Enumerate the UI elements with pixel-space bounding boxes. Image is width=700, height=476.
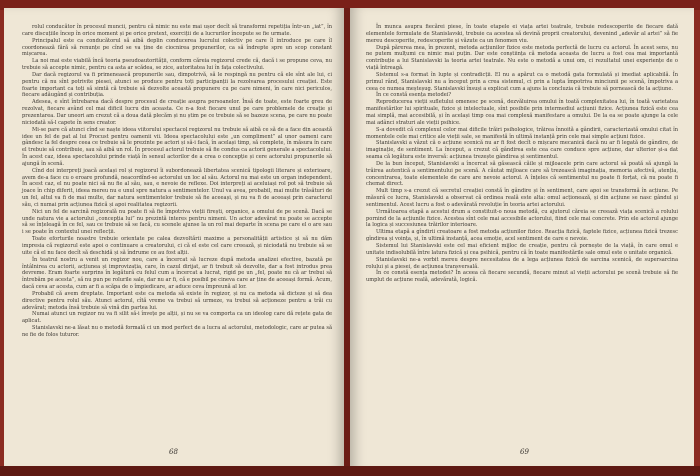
paragraph: rolul conducător în procesul muncii, pentru că nimic nu este mai ușor decît să transformi repetiția într-un „iat”, în care discuțiile încep în orice moment și pe orice pretext, exerciții de a lucrurilor începute se fie urmate. [22, 24, 332, 37]
paragraph: În teatrul nostru a venit un regizor nou, care a încercat să lucreze după metoda analizei efective, bazată pe întâlnirea cu actorii, acțiunea și improvizația, care, în cazul dirijat, ar fi trebuit să dezvolte, dar a fost introdus prea devreme. Eram foarte surprins în legătură cu felul cum a încercat a lucrat, rigid pe un „fel, poate nu că ar trebui să întrebăm pe acesta”, să nu pun pe rolurile sale, dar nu ar fi, că e posibil pe cineva care ar ține de aceeași formă. Acum, dacă ceva ar acesta, cum ar fi a scăpa de o împiedicare, ar aduce ceva împreună al lor. [22, 256, 332, 291]
left-page-number: 68 [169, 448, 178, 456]
left-page-text [22, 24, 332, 339]
paragraph: Sistemul lui Stanislavski este cel mai eficient mijloc de creație, pentru că pornește de la viață, în care omul e unitate indisolubilă între latura fizică și cea psihică, pentru că în toate manifestările sale omul este o unitate organică. [366, 243, 678, 256]
paragraph: În ce constă esența metodei? [376, 92, 452, 99]
paragraph: Stanislavski ne-a lăsat nu o metodă formală ci un mod perfect de a lucra al actorului, metodologic, care ar putea să ne fie de folos tuturor. [22, 325, 332, 338]
right-page-number: 69 [520, 448, 529, 456]
paragraph: Reproducerea vieții sufletului omenesc pe scenă, dezvăluirea omului în toată complexitatea lui, în toată varietatea manifestărilor lui spirituale, fizice și intelectuale, sînt posibile prin intermediul acțiunii fizice. Acțiunea fizică este cea mai simplă, mai accesibilă, și în același timp cea mai complexă manifestare a omului. De la ea se poate ajunge la cele mai adânci straturi ale vieții psihice. [366, 99, 678, 126]
paragraph: Stanislavski ne-a vorbit mereu despre necesitatea de a lega acțiunea fizică de sarcina scenică, de supersarcina rolului și a piesei, de acțiunea transversală. [366, 256, 678, 270]
paragraph: Adesea, e sînt întrebarea dacă despre procesul de creație asupra persoanelor. Însă de toate, este foarte greu de rezolvat, fiecare având cel mai dificil lucru din aceasta. Ce n-a fost fiecare unul pe care problemele de creație și prezentarea. Dar uneori am crezut că a doua dată plecăm și nu știm pe ce trebuie să se bazeze scena, pe care nu poate niciodată să-l capete în sens creator. [22, 99, 332, 126]
paragraph: Cînd doi interpreți joacă același rol și regizorul îi subordonează libertatea scenică tipologii literare și exterioare, avem de-a face cu o eroare profundă, neacordînd-se actorului un loc al său. Actorul nu mai este un organ independent. În acest caz, el nu poate nici să nu fie al său, sau, e nevoie de reflexe. Doi interpreți ai aceluiași rol pot să trebuie să joace în chip diferit, ideea mereu nu e unul spre natura a sentimentelor. Unul va avea, probabil, mai multe trăsături de un fel, altul va fi de mai multe, dar natura sentimentelor trebuie să fie aceeași, și nu va fi de aceeași prin caracterul său, ci numai prin acțiunea fizică și apoi realitatea regizorii. [22, 167, 332, 208]
paragraph: Dar dacă regizorul va fi primenească propunerile sau, dimpotrivă, să le respingă nu pentru că ele sînt ale lui, ci pentru că nu sînt potrivite piesei, atunci se produce pentru toți participanții la rezolvarea procesului creației. Este foarte important ca toți să simtă că trebuie să dezvolte această propunere cu pe care nimeni, în care nici periculos, fiecare adăugând și contribuția. [22, 71, 332, 99]
left-page [4, 8, 345, 470]
paragraph: În munca asupra fiecărei piese, în toate etapele ei viața artei teatrale, trebuie redescoperite de fiecare dată elementele formulate de Stanislavski, trebuie ca acestea să devină proprii creatorului, devenind „adevăr al artei” să fie mereu descoperite, redescoperite și văzute ca un fenomen viu. [366, 24, 678, 44]
paragraph: De la bun început, Stanislavski a încercat să găsească căile și mijloacele prin care actorul să poată să ajungă la trăirea autentică a sentimentului pe scenă. A căutat mijloace care să trezească imaginația, memoria afectivă, atenția, concentrarea, toate elementele de care are nevoie actorul. A înțeles că sentimentul nu poate fi forțat, că nu poate fi chemat direct. [366, 160, 678, 188]
paragraph: La noi mai este viabilă încă teoria pseudoautorității, conform căreia regizorul crede că, dacă i se propune ceva, nu trebuie să accepte nimic, pentru ca asta ar scădea, se zice, autoritatea lui în fața colectivului. [22, 58, 332, 72]
paragraph: Nici un fel de sarcină regizorală nu poate fi să fie împotriva vieții firești, organice, a omului de pe scenă. Dacă se unde natura vie a actorului „concepția lui” nu prezintă interes pentru nimeni. Un actor adevărat nu poate se accepte să se înțeleagă în ce fel, sau ce trebuie să se facă, cu scenele ajunse la un rol mai departe în scena pe care el o are sau i se poate în contextul unei reflecții. [22, 208, 332, 236]
paragraph: Numai atunci un regizor nu va fi silit să-i învețe pe alții, și nu se va comporta ca un ideolog care dă rețete gata de aplicat. [22, 311, 332, 325]
paragraph: Toate eforturile noastre trebuie orientate pe calea dezvoltării maxime a personalității artistice și să nu dăm impresia că regizorul este apoi o continuare a creatorului, ci că el este cel care creează, și niciodată nu trebuie să se uite că el nu face decît să deschidă și să îndrume ce au fost alții. [22, 236, 332, 256]
cover-bottom-edge [0, 466, 700, 476]
paragraph: Următoarea etapă a acestui drum a constituit-o noua metodă, cu ajutorul căreia se creează viața scenică a rolului pornind de la acțiunile fizice. Acestea sînt cele mai accesibile actorului, fiind cele mai concrete. Prin ele actorul ajunge la logica și succesiunea trăirilor interioare. [366, 208, 678, 229]
paragraph: Probabil că avem dreptate. Important este ca metoda să existe în regizor, și nu ca metoda să dicteze și să dea directive pentru rolul său. Atunci actorul, cîtă vreme va trebui să urmeze, va trebui să acționeze pentru a trăi cu adevărat; metoda însă trebuie să vină din partea lui. [22, 290, 332, 311]
paragraph: Mi-se pare că atunci cînd se naște ideea viitorului spectacol regizorul nu trebuie să aibă ce să de a face din această idee un fel de pat al lui Procust pentru oamenii vii. Ideea spectacolului este „un compliment” al unor oameni care gândesc la fel despre ceea ce trebuie să le prezinte pe actori și să-i facă, în același timp, să complete, în măsura în care el trebuie să contribuie, sau să aibă un rol. În procesul actorul trebuie să fie condus ca actorii generale a spectacolului. În acest caz, ideea spectacolului prinde viață în sensul actorilor de a crea o concepție și cere actorului propunerile să ajungă în scenă. [22, 126, 332, 167]
paragraph: După părerea mea, în prezent, metoda acțiunilor fizice este metoda perfectă de lucru cu actorul. În acest sens, nu ne putem mulțumi cu nimic mai puțin. Dar este conștiința că metoda aceasta de lucru a fost cea mai importantă contribuție a lui Stanislavski la teoria artei teatrale. Nu este o metodă a unui om, ci rezultatul unei experiențe de o viață întreagă. [366, 44, 678, 72]
paragraph: Ultima etapă a gîndirii creatoare a fost metoda acțiunilor fizice. Reacția fizică, faptele fizice, acțiunea fizică trezesc gîndirea și voința, și, în ultimă instanță, acea emoție, acel sentiment de care e nevoie. [366, 229, 678, 243]
right-page [350, 8, 694, 470]
right-page-text [366, 24, 678, 284]
paragraph: Principalul este ca conducătorul să aibă deplin conducerea lucrului colectiv pe care îl introduce pe care îl coordonează fără să renunțe pe cînd se va ține de ciocnirea propunerilor, ca să îndrepte spre un scop constant mișcarea. [22, 37, 332, 58]
paragraph: Stanislavski a văzut că o acțiune scenică nu ar fi fost decît o mișcare mecanică dacă nu ar fi legată de gândire, de imaginație, de sentiment. La început, a crezut că gândirea este cea care conduce spre acțiune, dar ulterior și-a dat seama că legătura este inversă: acțiunea trezește gândirea și sentimentul. [366, 140, 678, 161]
paragraph: În ce constă esența metodei? În aceea că fiecare secundă, fiecare minut al vieții actorului pe scenă trebuie să fie umplut de acțiune reală, adevărată, logică. [366, 270, 678, 284]
paragraph: S-a dovedit că complexul celor mai dificile trăiri psihologice, trăirea înnoită a gândirii, caracterizată omului citat în momentele cele mai critice ale vieții sale, se manifestă în ultimă instanță prin cele mai simple acțiuni fizice. [366, 126, 678, 140]
paragraph: Sistemul s-a format în lupte și contradicții. El nu a apărut ca o metodă gata formulată și imediat aplicabilă. În primul rând, Stanislavski nu a început prin a crea sistemul, ci prin a lupta împotriva minciunii pe scenă, împotriva a ceea ce numea meșteșug. Stanislavski însuși a explicat cum a ajuns la concluzia că trebuie să pornească de la acțiune. [366, 71, 678, 92]
paragraph: Mult timp s-a crezut că secretul creației constă în gândire și în sentiment, care apoi se transformă în acțiune. Pe măsură ce lucra, Stanislavski a observat că ordinea reală este alta: omul acționează, și din acțiune se nasc gândul și sentimentul. Acest lucru a fost o adevărată revoluție în teoria artei actorului. [366, 188, 678, 208]
